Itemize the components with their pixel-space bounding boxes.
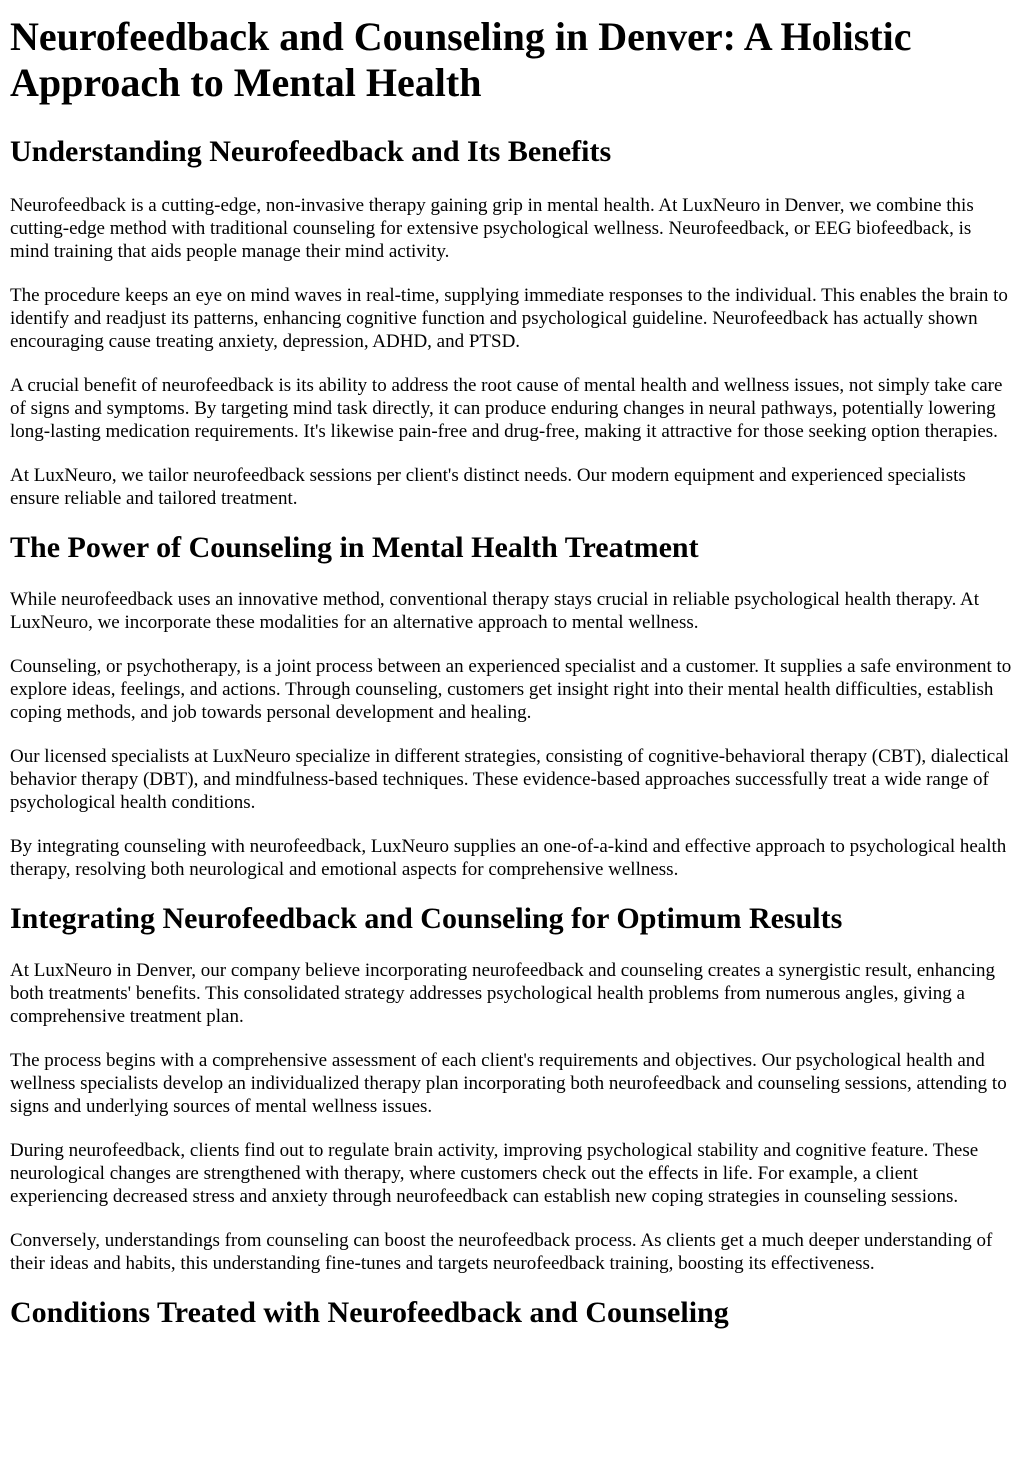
paragraph: Our licensed specialists at LuxNeuro specialize in different strategies, consisting of cognitive-behavioral therapy (CBT), dialectical behavior therapy (DBT), and mindfulness-based techniques. These evidence-based approaches successfully treat a wide range of psychological health conditions. — [10, 746, 1009, 813]
paragraph: Conversely, understandings from counseling can boost the neurofeedback process. As clients get a much deeper understanding of their ideas and habits, this understanding fine-tunes and targets neurofeedback training, boosting its effectiveness. — [10, 1230, 993, 1274]
section-heading-integrating: Integrating Neurofeedback and Counseling for Optimum Results — [10, 902, 843, 935]
paragraph: At LuxNeuro in Denver, our company believe incorporating neurofeedback and counseling creates a synergistic result, enhancing both treatments' benefits. This consolidated strategy addresses psychological health problems from numerous angles, giving a comprehensive treatment plan. — [10, 960, 995, 1027]
section-heading-neurofeedback-benefits: Understanding Neurofeedback and Its Benefits — [10, 135, 612, 168]
paragraph: During neurofeedback, clients find out to regulate brain activity, improving psychological stability and cognitive feature. These neurological changes are strengthened with therapy, where customers check out the effects in life. For example, a client experiencing decreased stress and anxiety through neurofeedback can establish new coping strategies in counseling sessions. — [10, 1140, 979, 1207]
paragraph: A crucial benefit of neurofeedback is its ability to address the root cause of mental health and wellness issues, not simply take care of signs and symptoms. By targeting mind task directly, it can produce enduring changes in neural pathways, potentially lowering long-lasting medication requirements. It's likewise pain-free and drug-free, making it attractive for those seeking option therapies. — [10, 375, 1003, 442]
section-heading-power-of-counseling: The Power of Counseling in Mental Health Treatment — [10, 531, 699, 564]
paragraph: At LuxNeuro, we tailor neurofeedback sessions per client's distinct needs. Our modern equipment and experienced specialists ensure reliable and tailored treatment. — [10, 465, 966, 509]
paragraph: By integrating counseling with neurofeedback, LuxNeuro supplies an one-of-a-kind and effective approach to psychological health therapy, resolving both neurological and emotional aspects for comprehensive wellness. — [10, 836, 1007, 880]
article — [0, 14, 1024, 1331]
paragraph: The procedure keeps an eye on mind waves in real-time, supplying immediate responses to the individual. This enables the brain to identify and readjust its patterns, enhancing cognitive function and psychological guideline. Neurofeedback has actually shown encouraging cause treating anxiety, depression, ADHD, and PTSD. — [10, 285, 1008, 352]
section-heading-conditions-treated: Conditions Treated with Neurofeedback and Counseling — [10, 1296, 729, 1329]
paragraph: The process begins with a comprehensive assessment of each client's requirements and objectives. Our psychological health and wellness specialists develop an individualized therapy plan incorporating both neurofeedback and counseling sessions, attending to signs and underlying sources of mental wellness issues. — [10, 1050, 1007, 1117]
paragraph: Counseling, or psychotherapy, is a joint process between an experienced specialist and a customer. It supplies a safe environment to explore ideas, feelings, and actions. Through counseling, customers get insight right into their mental health difficulties, establish coping methods, and job towards personal development and healing. — [10, 656, 1012, 723]
paragraph: Neurofeedback is a cutting-edge, non-invasive therapy gaining grip in mental health. At LuxNeuro in Denver, we combine this cutting-edge method with traditional counseling for extensive psychological wellness. Neurofeedback, or EEG biofeedback, is mind training that aids people manage their mind activity. — [10, 195, 974, 262]
page-title: Neurofeedback and Counseling in Denver: A Holistic Approach to Mental Health — [10, 14, 912, 105]
paragraph: While neurofeedback uses an innovative method, conventional therapy stays crucial in reliable psychological health therapy. At LuxNeuro, we incorporate these modalities for an alternative approach to mental wellness. — [10, 589, 980, 633]
